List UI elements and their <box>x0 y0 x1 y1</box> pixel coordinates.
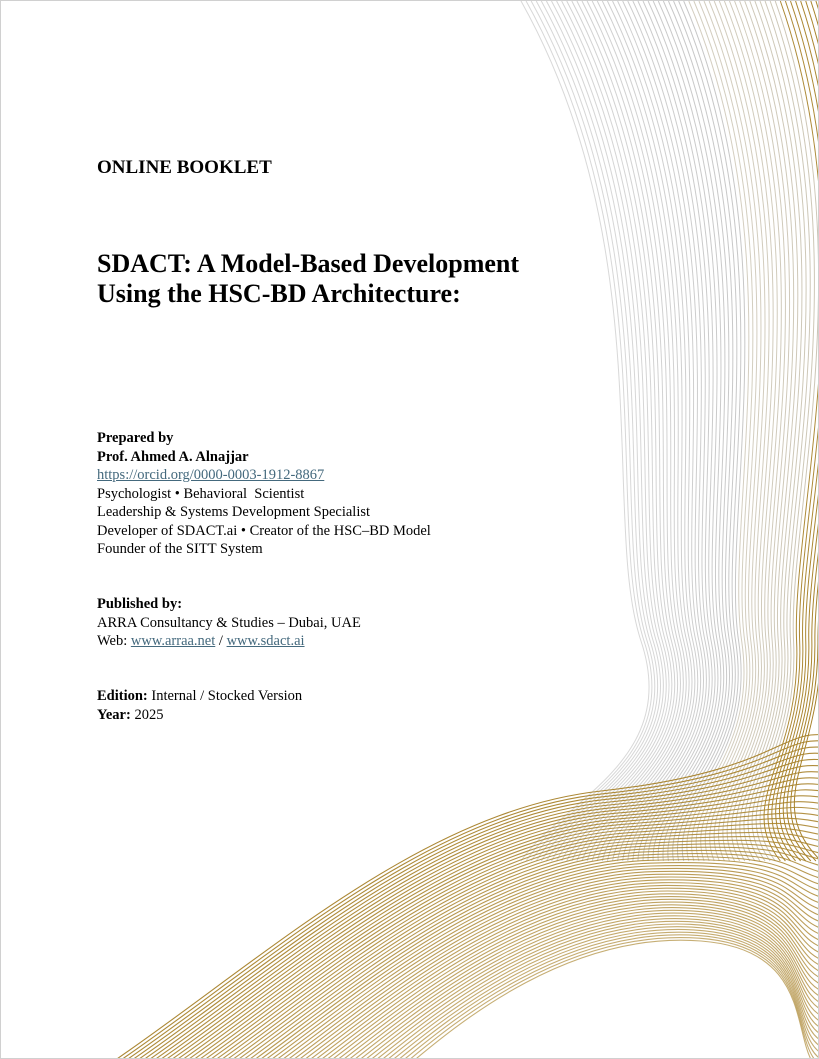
vertical-wave-line <box>687 1 749 861</box>
prepared-by-section <box>97 429 431 559</box>
vertical-wave-line <box>752 1 810 861</box>
published-by-section <box>97 595 361 651</box>
link-separator: / <box>215 633 227 649</box>
vertical-wave-line <box>618 1 704 861</box>
web-links <box>97 632 361 651</box>
horizontal-wave-line <box>244 857 819 1059</box>
year-value: 2025 <box>130 706 164 723</box>
vertical-wave-line <box>521 1 649 861</box>
year-line <box>97 706 302 725</box>
vertical-wave-line <box>572 1 678 861</box>
horizontal-wave-line <box>150 778 819 1059</box>
vertical-wave-line <box>736 1 794 861</box>
author-role: Developer of SDACT.ai • Creator of the HSC–BD Model <box>97 522 431 539</box>
author-role: Founder of the SITT System <box>97 541 263 557</box>
published-by-heading: Published by: <box>97 596 183 612</box>
orcid-link[interactable]: https://orcid.org/0000-0003-1912-8867 <box>97 467 325 483</box>
edition-line <box>97 687 302 706</box>
sdact-link[interactable]: www.sdact.ai <box>226 633 305 649</box>
edition-value: Internal / Stocked Version <box>147 688 303 704</box>
author-role: Leadership & Systems Development Specialist <box>97 504 371 520</box>
arraa-link[interactable]: www.arraa.net <box>130 633 216 649</box>
prepared-by-heading: Prepared by <box>97 430 174 446</box>
author-name: Prof. Ahmed A. Alnajjar <box>97 448 249 465</box>
web-label: Web: <box>97 633 131 649</box>
year-label: Year: <box>97 706 131 723</box>
title-line-1: SDACT: A Model-Based Development <box>97 249 520 278</box>
horizontal-wave-line <box>411 940 819 1059</box>
title-line-2: Using the HSC-BD Architecture: <box>97 279 461 308</box>
horizontal-wave-line <box>250 860 819 1059</box>
edition-section <box>97 687 302 724</box>
vertical-wave-line <box>607 1 697 861</box>
horizontal-wave-line <box>128 753 819 1059</box>
publisher-name: ARRA Consultancy & Studies – Dubai, UAE <box>97 614 361 631</box>
author-role: Psychologist • Behavioral Scientist <box>97 485 305 502</box>
booklet-label: ONLINE BOOKLET <box>97 157 272 178</box>
edition-label: Edition: <box>97 688 148 704</box>
vertical-wave-line <box>567 1 675 861</box>
document-title <box>97 249 519 309</box>
vertical-wave-line <box>602 1 695 861</box>
